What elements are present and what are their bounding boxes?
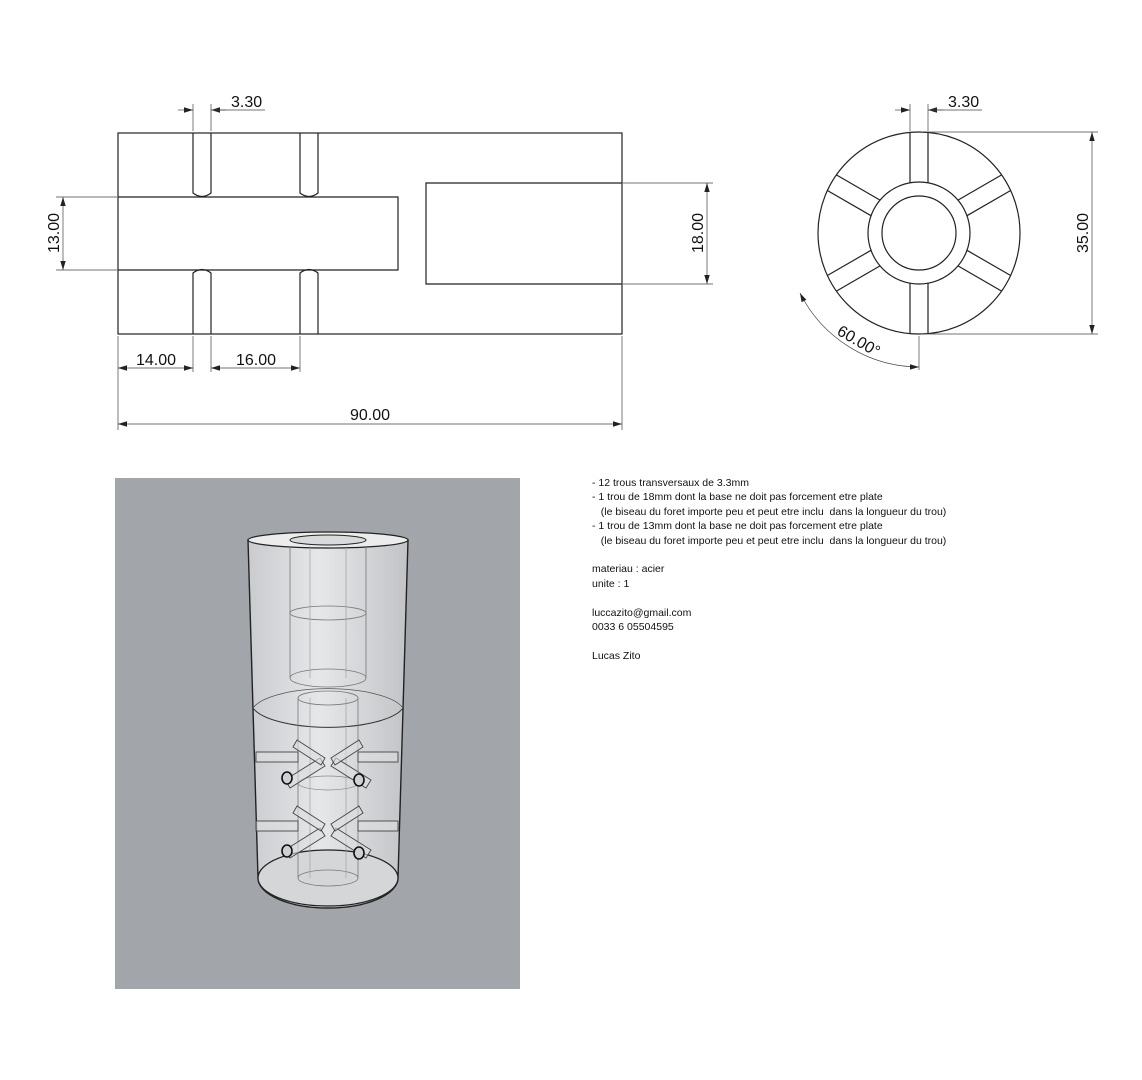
radial-holes [827, 132, 1010, 333]
specification-notes [592, 476, 1112, 663]
dim-label-13: 13.00 [46, 212, 63, 254]
note-material: materiau : acier [592, 563, 665, 576]
radial-hole-edge [958, 175, 1002, 200]
radial-hole-edge [836, 175, 880, 200]
end-dim-hole-width [895, 94, 982, 131]
dim-label-hole-width: 3.30 [231, 94, 263, 111]
end-view [800, 94, 1098, 370]
note-line-3: (le biseau du foret importe peu et peut etre inclu dans la longueur du trou) [592, 505, 947, 518]
dim-label-90: 90.00 [350, 407, 391, 424]
middle-circle [868, 182, 970, 284]
end-dim-label-angle: 60.00° [834, 322, 883, 361]
dim-hole-width [178, 94, 265, 131]
end-dim-label-hole-width: 3.30 [948, 94, 980, 111]
dim-14-16 [118, 336, 300, 430]
note-line-4: - 1 trou de 13mm dont la base ne doit pas forcement etre plate [592, 520, 883, 533]
3d-render [115, 478, 520, 989]
radial-hole-edge [836, 266, 880, 291]
note-line-2: - 1 trou de 18mm dont la base ne doit pas forcement etre plate [592, 491, 883, 504]
dim-label-18: 18.00 [690, 212, 707, 254]
note-line-1: - 12 trous transversaux de 3.3mm [592, 477, 749, 489]
radial-hole-edge [967, 250, 1011, 275]
radial-hole-edge [827, 250, 871, 275]
note-phone: 0033 6 05504595 [592, 621, 674, 634]
radial-hole-edge [827, 190, 871, 215]
end-dim-angle [800, 293, 919, 370]
transverse-hole-1 [193, 133, 211, 334]
dim-label-16: 16.00 [236, 352, 277, 369]
radial-hole-edge [967, 190, 1011, 215]
dim-18 [623, 183, 713, 284]
note-line-5: (le biseau du foret importe peu et peut etre inclu dans la longueur du trou) [592, 534, 947, 547]
dim-90 [118, 336, 622, 430]
dim-label-14: 14.00 [136, 352, 177, 369]
end-dim-label-diameter: 35.00 [1075, 212, 1092, 254]
3d-render-drawing [115, 478, 520, 989]
dim-13 [46, 197, 117, 270]
note-email[interactable]: luccazito@gmail.com [592, 606, 692, 619]
transverse-hole-2 [300, 133, 318, 334]
bore-18mm [426, 183, 622, 284]
outer-circle [818, 132, 1020, 334]
end-dim-diameter [921, 132, 1098, 334]
bore-circle [882, 196, 956, 270]
radial-hole-edge [958, 266, 1002, 291]
note-quantity: unite : 1 [592, 577, 630, 590]
note-author: Lucas Zito [592, 649, 641, 662]
front-view [46, 94, 713, 430]
bore-13mm [118, 197, 398, 270]
